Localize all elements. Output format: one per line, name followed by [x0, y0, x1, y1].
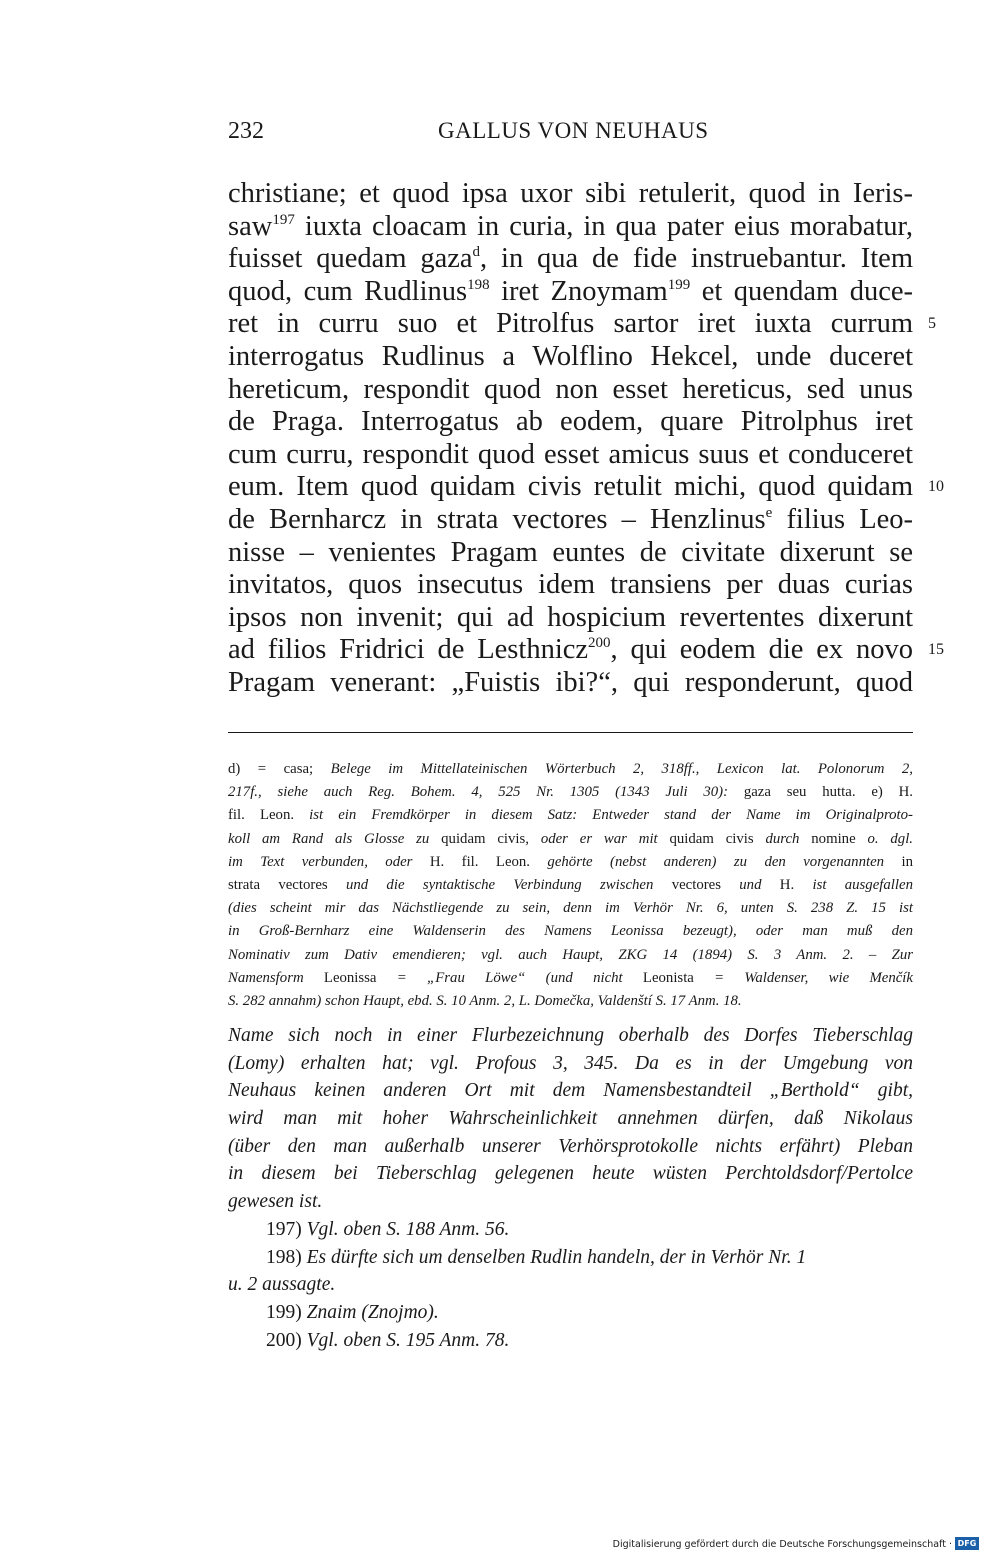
- text-segment: de Praga. Interrogatus ab eodem, quare Pitrolphus iret: [228, 406, 913, 438]
- footnote-marker: 200: [588, 635, 611, 652]
- apparatus-segment: Leonissa: [323, 969, 377, 986]
- text-line: [228, 178, 913, 211]
- text-segment: iret Znoymam: [489, 275, 668, 307]
- apparatus-line: [228, 874, 913, 897]
- note-item: [228, 1244, 913, 1272]
- apparatus-line: [228, 990, 913, 1013]
- text-line: [228, 537, 913, 570]
- text-segment: filius Leo-: [772, 503, 913, 535]
- text-line: [228, 276, 913, 309]
- note-line: in diesem bei Tieberschlag gelegenen heute wüsten Perchtoldsdorf/Pertolce: [228, 1163, 913, 1185]
- note-number: 198): [266, 1246, 302, 1268]
- text-segment: quod, cum Rudlinus: [228, 275, 468, 307]
- note-number: 199): [266, 1301, 302, 1323]
- note-number: 200): [266, 1329, 302, 1351]
- note-line: Neuhaus keinen anderen Ort mit dem Namensbestandteil „Berthold“ gibt,: [228, 1080, 913, 1102]
- text-line: [228, 308, 936, 341]
- apparatus-segment: (dies scheint mir das Nächstliegende zu sein, denn im Verhör Nr. 6, unten S. 238 Z. 15 ist: [228, 900, 913, 917]
- apparatus-segment: S. 282 annahm) schon Haupt, ebd. S. 10 Anm. 2, L. Domečka, Valdenští S. 17 Anm. 18.: [228, 992, 742, 1009]
- text-line: [228, 211, 913, 244]
- note-line: (Lomy) erhalten hat; vgl. Profous 3, 345. Da es in der Umgebung von: [228, 1052, 913, 1074]
- text-line: [228, 374, 913, 407]
- apparatus-line: [228, 758, 913, 781]
- note-text: Vgl. oben S. 195 Anm. 78.: [306, 1329, 510, 1351]
- apparatus-segment: Leonista: [642, 969, 694, 986]
- text-line: [228, 667, 913, 700]
- footnote-marker: e: [765, 504, 773, 521]
- text-segment: cum curru, respondit quod esset amicus suus et conduceret: [228, 438, 913, 470]
- commentary-notes: [228, 1022, 913, 1354]
- critical-apparatus: [228, 758, 913, 1013]
- text-line: [228, 504, 913, 537]
- text-segment: iuxta cloacam in curia, in qua pater eius morabatur,: [294, 210, 913, 242]
- apparatus-segment: in: [901, 853, 913, 870]
- apparatus-line: [228, 897, 913, 920]
- text-line: [228, 471, 944, 504]
- apparatus-segment: in Groß-Bernharz eine Waldenserin des Namens Leonissa bezeugt), oder man muß den: [228, 923, 913, 940]
- apparatus-segment: d) = casa;: [228, 761, 331, 777]
- note-line: (über den man außerhalb unserer Verhörsprotokolle nichts erfährt) Pleban: [228, 1135, 913, 1157]
- page-number: 232: [228, 118, 264, 144]
- text-segment: ad filios Fridrici de Lesthnicz: [228, 634, 589, 666]
- apparatus-segment: und: [720, 876, 780, 893]
- line-number: 10: [928, 478, 944, 496]
- apparatus-segment: gaza seu hutta. e) H.: [743, 784, 913, 801]
- apparatus-segment: koll am Rand als Glosse zu: [228, 830, 442, 847]
- text-line: [228, 243, 913, 276]
- text-line: [228, 341, 913, 374]
- text-segment: eum. Item quod quidam civis retulit michi, quod quidam: [228, 471, 913, 503]
- apparatus-line: [228, 967, 913, 990]
- apparatus-segment: durch: [753, 830, 812, 847]
- apparatus-line: [228, 804, 913, 827]
- apparatus-segment: nomine: [811, 830, 856, 847]
- apparatus-line: [228, 828, 913, 851]
- apparatus-line: [228, 781, 913, 804]
- text-segment: , in qua de fide instruebantur. Item: [480, 243, 913, 275]
- line-number: 15: [928, 641, 944, 659]
- digitization-credit: Digitalisierung gefördert durch die Deutsche Forschungsgemeinschaft ·: [612, 1539, 952, 1550]
- apparatus-segment: H.: [779, 876, 795, 893]
- apparatus-segment: fil. Leon.: [228, 807, 310, 824]
- text-segment: interrogatus Rudlinus a Wolflino Hekcel, unde duceret: [228, 340, 913, 372]
- text-segment: fuisset quedam gaza: [228, 243, 473, 275]
- apparatus-line: [228, 944, 913, 967]
- note-text: Vgl. oben S. 188 Anm. 56.: [306, 1218, 510, 1240]
- text-segment: saw: [228, 210, 273, 242]
- running-head: GALLUS VON NEUHAUS: [438, 118, 709, 143]
- text-segment: christiane; et quod ipsa uxor sibi retulerit, quod in Ieris-: [228, 178, 913, 209]
- apparatus-segment: = Waldenser, wie Menčík: [693, 969, 913, 986]
- note-text: Znaim (Znojmo).: [306, 1301, 439, 1323]
- text-line: [228, 634, 944, 667]
- note-item: [228, 1216, 913, 1244]
- dfg-logo: DFG: [955, 1537, 979, 1550]
- note-line: gewesen ist.: [228, 1191, 323, 1213]
- text-line: [228, 406, 913, 439]
- apparatus-segment: Namensform: [228, 969, 324, 986]
- text-line: [228, 569, 913, 602]
- text-segment: ipsos non invenit; qui ad hospicium revertentes dixerunt: [228, 601, 913, 633]
- main-text: [228, 178, 944, 700]
- text-segment: , qui eodem die ex novo: [610, 634, 913, 666]
- note-continuation: u. 2 aussagte.: [228, 1274, 336, 1296]
- apparatus-segment: gehörte (nebst anderen) zu den vorgenannten: [530, 853, 902, 870]
- apparatus-line: [228, 920, 913, 943]
- note-number: 197): [266, 1218, 302, 1240]
- apparatus-segment: H. fil. Leon.: [429, 853, 531, 870]
- text-segment: hereticum, respondit quod non esset hereticus, sed unus: [228, 373, 913, 405]
- footnote-marker: d: [472, 244, 481, 261]
- apparatus-segment: Nominativ zum Dativ emendieren; vgl. auch Haupt, ZKG 14 (1894) S. 3 Anm. 2. – Zur: [228, 946, 913, 963]
- apparatus-segment: vectores: [671, 876, 721, 893]
- footnote-rule: [228, 732, 913, 733]
- apparatus-segment: o. dgl.: [855, 830, 914, 847]
- text-segment: Pragam venerant: „Fuistis ibi?“, qui responderunt, quod: [228, 666, 913, 698]
- line-number: 5: [928, 315, 936, 333]
- text-line: [228, 602, 913, 635]
- footnote-marker: 197: [272, 211, 295, 228]
- text-segment: de Bernharcz in strata vectores – Henzlinus: [228, 503, 766, 535]
- note-item: [228, 1299, 913, 1327]
- apparatus-segment: im Text verbunden, oder: [228, 853, 430, 870]
- footnote-marker: 198: [467, 276, 490, 293]
- text-segment: nisse – venientes Pragam euntes de civitate dixerunt se: [228, 536, 913, 568]
- footnote-marker: 199: [667, 276, 691, 293]
- note-line: Name sich noch in einer Flurbezeichnung oberhalb des Dorfes Tieberschlag: [228, 1025, 913, 1046]
- apparatus-segment: = „Frau Löwe“ (und nicht: [376, 969, 643, 986]
- apparatus-segment: und die syntaktische Verbindung zwischen: [327, 876, 672, 893]
- text-line: [228, 439, 913, 472]
- note-text: Es dürfte sich um denselben Rudlin handeln, der in Verhör Nr. 1: [306, 1246, 807, 1268]
- apparatus-segment: quidam civis: [441, 830, 526, 847]
- apparatus-segment: ist ein Fremdkörper in diesem Satz: Entweder stand der Name im Originalproto-: [309, 807, 913, 824]
- apparatus-segment: quidam civis: [669, 830, 754, 847]
- apparatus-segment: strata vectores: [228, 876, 328, 893]
- apparatus-segment: , oder er war mit: [525, 830, 670, 847]
- apparatus-segment: 217f., siehe auch Reg. Bohem. 4, 525 Nr. 1305 (1343 Juli 30):: [228, 784, 744, 801]
- note-item: [228, 1327, 913, 1355]
- text-segment: et quendam duce-: [690, 275, 914, 307]
- apparatus-segment: ist ausgefallen: [794, 876, 913, 893]
- note-line: wird man mit hoher Wahrscheinlichkeit annehmen dürfen, daß Nikolaus: [228, 1108, 913, 1130]
- apparatus-segment: Belege im Mittellateinischen Wörterbuch 2, 318ff., Lexicon lat. Polonorum 2,: [330, 761, 913, 777]
- text-segment: invitatos, quos insecutus idem transiens per duas curias: [228, 569, 913, 601]
- apparatus-line: [228, 851, 913, 874]
- text-segment: ret in curru suo et Pitrolfus sartor iret iuxta currum: [228, 308, 913, 340]
